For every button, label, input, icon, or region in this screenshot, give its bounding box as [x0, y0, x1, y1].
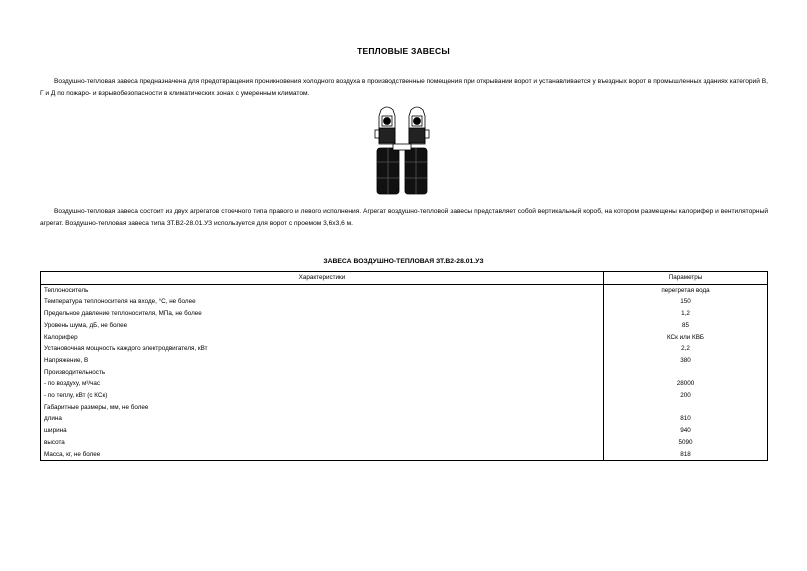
page-title: ТЕПЛОВЫЕ ЗАВЕСЫ: [357, 46, 450, 56]
specifications-table: [40, 271, 768, 461]
table-row: [41, 332, 768, 344]
row-value: 1,2: [681, 310, 690, 318]
row-label: - по теплу, кВт (с КСк): [41, 390, 604, 402]
row-label: Уровень шума, дБ, не более: [41, 320, 604, 332]
row-value: 200: [680, 392, 691, 400]
row-label: Калорифер: [41, 332, 604, 344]
table-header-row: [41, 272, 768, 285]
row-label: длина: [41, 413, 604, 425]
row-value: 85: [681, 321, 689, 329]
header-characteristics: Характеристики: [41, 272, 604, 285]
row-label: высота: [41, 437, 604, 449]
air-curtain-units-illustration: [373, 104, 433, 196]
header-parameters: Параметры: [604, 272, 768, 285]
row-label: Производительность: [41, 367, 604, 379]
table-row: [41, 390, 768, 402]
row-value: 810: [680, 415, 691, 423]
description-paragraph: Воздушно-тепловая завеса состоит из двух агрегатов стоечного типа правого и левого исполнения. Агрегат воздушно-тепловой завесы представляет собой вертикальный короб, на котором размещены калорифер и вентиляторный агрегат. Воздушно-тепловая завеса типа ЗТ.В2-28.01.УЗ используется для ворот с проемом 3,6х3,6 м.: [40, 208, 768, 227]
table-row: [41, 402, 768, 414]
table-title: ЗАВЕСА ВОЗДУШНО-ТЕПЛОВАЯ ЗТ.В2-28.01.УЗ: [323, 258, 484, 265]
table-row: [41, 413, 768, 425]
table-row: [41, 355, 768, 367]
table-row: [41, 320, 768, 332]
row-value: 940: [680, 427, 691, 435]
row-value: 5090: [678, 438, 693, 446]
row-label: Теплоноситель: [41, 284, 604, 296]
row-value: 150: [680, 298, 691, 306]
row-value: 380: [680, 356, 691, 364]
table-row: [41, 437, 768, 449]
row-value: 818: [680, 450, 691, 458]
intro-paragraph: Воздушно-тепловая завеса предназначена для предотвращения проникновения холодного воздуха в производственные помещения при открывании ворот и устанавливается у въездных ворот в промышленных зданиях категорий В, Г и Д по пожаро- и взрывобезопасности в климатических зонах с умеренным климатом.: [40, 78, 768, 97]
table-row: [41, 367, 768, 379]
row-label: Масса, кг, не более: [41, 449, 604, 461]
table-row: [41, 296, 768, 308]
table-row: [41, 378, 768, 390]
row-value: 2,2: [681, 345, 690, 353]
row-value: [604, 402, 768, 414]
row-value: [604, 367, 768, 379]
row-label: Габаритные размеры, мм, не более: [41, 402, 604, 414]
row-label: Напряжение, В: [41, 355, 604, 367]
row-label: Температура теплоносителя на входе, °С, не более: [41, 296, 604, 308]
row-value: 28000: [676, 380, 695, 388]
table-row: [41, 284, 768, 296]
table-row: [41, 449, 768, 461]
row-value: КСк или КВБ: [666, 333, 705, 341]
row-label: ширина: [41, 425, 604, 437]
row-label: Предельное давление теплоносителя, МПа, не более: [41, 308, 604, 320]
table-row: [41, 425, 768, 437]
row-label: Установочная мощность каждого электродвигателя, кВт: [41, 343, 604, 355]
table-row: [41, 343, 768, 355]
table-row: [41, 308, 768, 320]
row-label: - по воздуху, м³/час: [41, 378, 604, 390]
row-value: перегретая вода: [661, 286, 710, 294]
